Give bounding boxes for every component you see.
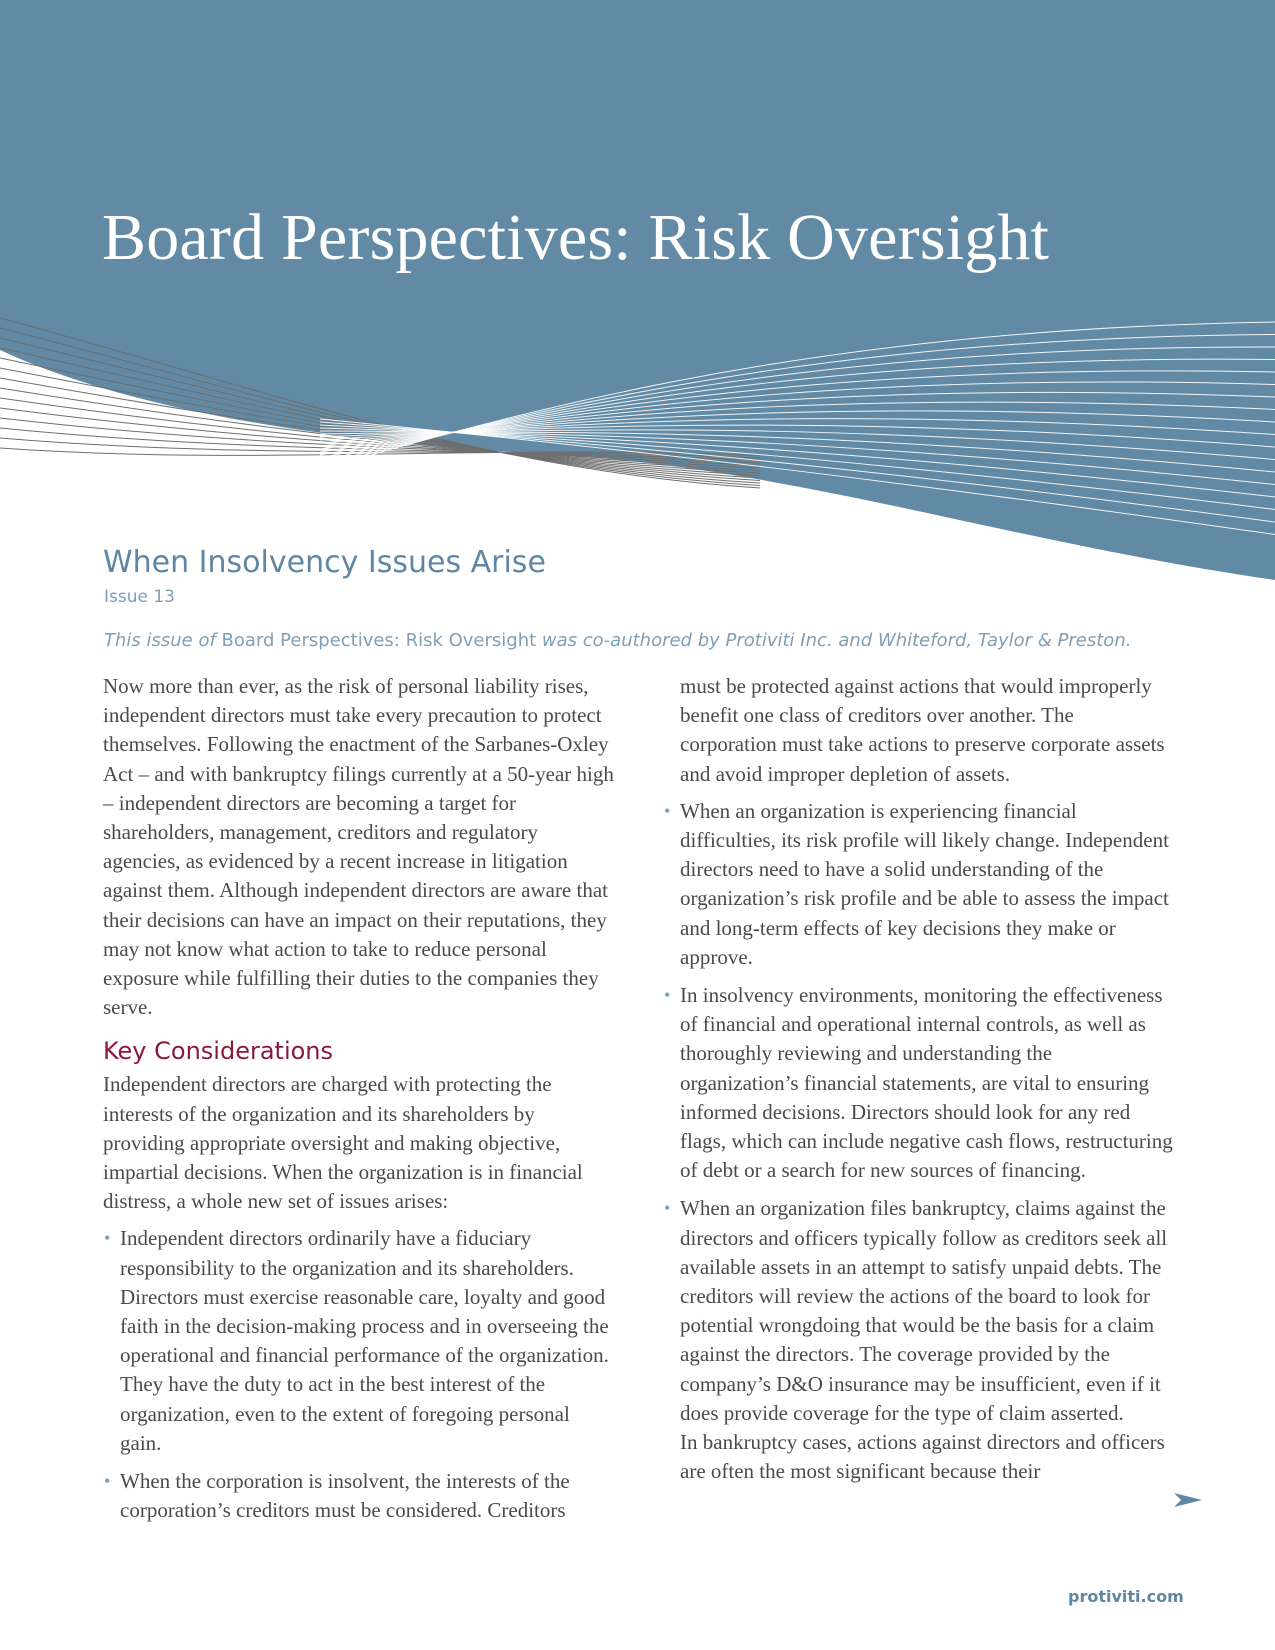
bullet-icon: • bbox=[104, 1228, 111, 1249]
left-column bbox=[103, 672, 615, 1534]
list-item bbox=[663, 797, 1175, 972]
bullet-icon: • bbox=[664, 800, 671, 821]
coauthor-note bbox=[104, 630, 1131, 651]
coauthor-prefix: This issue of bbox=[104, 630, 222, 651]
section-heading: Key Considerations bbox=[103, 1037, 334, 1066]
section-intro: Independent directors are charged with protecting the interests of the organization and its shareholders by providing appropriate oversight and making objective, impartial decisions. When the organization is in financial distress, a whole new set of issues arises: bbox=[103, 1072, 583, 1214]
list-item-text: When an organization files bankruptcy, claims against the directors and officers typically follow as creditors seek all available assets in an attempt to satisfy unpaid debts. The creditors will review the actions of the board to look for potential wrongdoing that would be the basis for a claim against the directors. The coverage provided by the company’s D&O insurance may be insufficient, even if it does provide coverage for the type of claim asserted. bbox=[680, 1196, 1168, 1425]
coauthor-suffix: was co-authored by Protiviti Inc. and Whiteford, Taylor & Preston. bbox=[536, 630, 1132, 651]
banner-background bbox=[0, 0, 1275, 580]
list-item bbox=[103, 1467, 615, 1525]
list-item bbox=[663, 981, 1175, 1185]
coauthor-publication: Board Perspectives: Risk Oversight bbox=[221, 630, 537, 651]
considerations-list-continued bbox=[663, 797, 1175, 1487]
list-item-text: When an organization is experiencing financial difficulties, its risk profile will likely change. Independent directors need to have a solid understanding of the organization’s risk profile and be able to assess the impact and long-term effects of key decisions they make or approve. bbox=[680, 798, 1169, 969]
right-column bbox=[663, 672, 1175, 1486]
article-subtitle: When Insolvency Issues Arise bbox=[103, 545, 546, 580]
list-item-text: Independent directors ordinarily have a fiduciary responsibility to the organization and its shareholders. Directors must exercise reasonable care, loyalty and good faith in the decision-making process and in overseeing the operational and financial performance of the organization. They have the duty to act in the best interest of the organization, even to the extent of foregoing personal gain. bbox=[120, 1226, 609, 1455]
list-item bbox=[663, 1194, 1175, 1486]
header-banner bbox=[0, 0, 1275, 600]
list-item-text-continued: In bankruptcy cases, actions against directors and officers are often the most significant because their bbox=[680, 1430, 1165, 1484]
bullet-icon: • bbox=[104, 1471, 111, 1492]
list-item-text: When the corporation is insolvent, the interests of the corporation’s creditors must be considered. Creditors bbox=[120, 1469, 570, 1523]
list-item-text: In insolvency environments, monitoring the effectiveness of financial and operational internal controls, as well as thoroughly reviewing and understanding the organization’s financial statements, are vital to ensuring informed decisions. Directors should look for any red flags, which can include negative cash flows, restructuring of debt or a search for new sources of financing. bbox=[680, 983, 1173, 1183]
list-item-continued: must be protected against actions that would improperly benefit one class of creditors over another. The corporation must take actions to preserve corporate assets and avoid improper depletion of assets. bbox=[680, 674, 1165, 786]
bullet-icon: • bbox=[664, 1198, 671, 1219]
page-title: Board Perspectives: Risk Oversight bbox=[102, 201, 1050, 274]
considerations-list bbox=[103, 1224, 615, 1525]
footer-website-link[interactable]: protiviti.com bbox=[1068, 1587, 1184, 1606]
list-item bbox=[103, 1224, 615, 1458]
issue-number: Issue 13 bbox=[104, 587, 175, 607]
arrow-right-icon[interactable] bbox=[1174, 1493, 1202, 1507]
lead-paragraph: Now more than ever, as the risk of personal liability rises, independent directors must take every precaution to protect themselves. Following the enactment of the Sarbanes-Oxley Act – and with bankruptcy filings currently at a 50-year high – independent directors are becoming a target for shareholders, management, creditors and regulatory agencies, as evidenced by a recent increase in litigation against them. Although independent directors are aware that their decisions can have an impact on their reputations, they may not know what action to take to reduce personal exposure while fulfilling their duties to the companies they serve. bbox=[103, 674, 614, 1020]
bullet-icon: • bbox=[664, 985, 671, 1006]
